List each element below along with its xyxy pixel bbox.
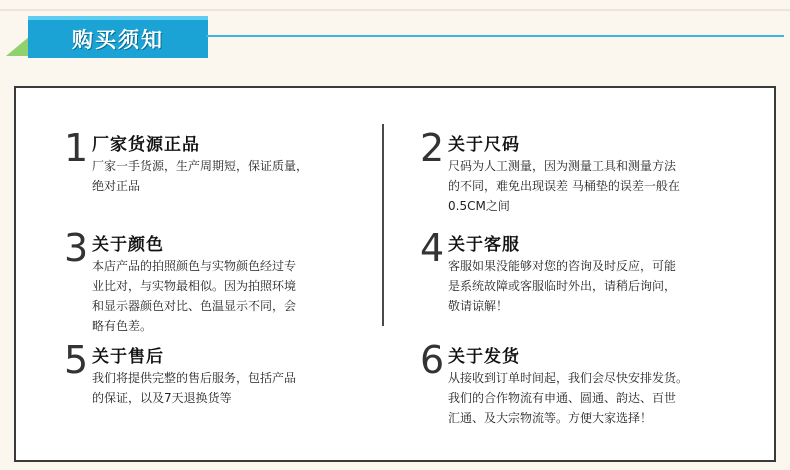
- item-title: 关于售后: [92, 347, 164, 367]
- top-rule: [0, 9, 790, 11]
- item-number: 2: [420, 126, 445, 170]
- notice-item-shipping: [420, 340, 760, 430]
- item-body-line: 从接收到订单时间起，我们会尽快安排发货。: [448, 371, 689, 385]
- page-title: 购买须知: [72, 28, 164, 52]
- item-body-line: 本店产品的拍照颜色与实物颜色经过专: [92, 259, 297, 273]
- header-tab: [28, 16, 208, 58]
- section-header: [0, 14, 790, 64]
- item-title: 关于发货: [448, 347, 520, 367]
- notice-item-genuine: [64, 128, 364, 198]
- item-number: 3: [64, 226, 89, 270]
- item-body-line: 的不同，难免出现误差 马桶垫的误差一般在: [448, 179, 680, 193]
- item-body-line: 是系统故障或客服临时外出，请稍后询问，: [448, 279, 677, 293]
- column-divider: [382, 124, 384, 326]
- item-number: 6: [420, 338, 445, 382]
- item-body-line: 略有色差。: [92, 319, 153, 333]
- item-body-line: 我们的合作物流有申通、圆通、韵达、百世: [448, 391, 677, 405]
- item-body-line: 尺码为人工测量，因为测量工具和测量方法: [448, 159, 677, 173]
- item-body-line: 厂家一手货源，生产周期短，保证质量，: [92, 159, 309, 173]
- item-body-line: 业比对，与实物最相似。因为拍照环境: [92, 279, 297, 293]
- item-body: [448, 156, 680, 216]
- item-body: [92, 256, 296, 336]
- notice-item-after-sales: [64, 340, 364, 410]
- item-body: [448, 368, 688, 428]
- item-body-line: 客服如果没能够对您的咨询及时反应，可能: [448, 259, 677, 273]
- item-number: 5: [64, 338, 89, 382]
- item-body-line: 的保证，以及7天退换货等: [92, 391, 232, 405]
- item-body-line: 0.5CM之间: [448, 199, 510, 213]
- item-body-line: 我们将提供完整的售后服务，包括产品: [92, 371, 297, 385]
- item-body-line: 汇通、及大宗物流等。方便大家选择！: [448, 411, 653, 425]
- item-title: 关于颜色: [92, 235, 164, 255]
- header-tab-accent: [6, 36, 30, 56]
- header-underline: [206, 35, 784, 37]
- item-title: 关于尺码: [448, 135, 520, 155]
- notice-item-color: [64, 228, 364, 338]
- item-number: 1: [64, 126, 89, 170]
- notice-panel: [14, 86, 776, 462]
- item-body: [448, 256, 676, 316]
- item-title: 厂家货源正品: [92, 135, 200, 155]
- item-title: 关于客服: [448, 235, 520, 255]
- item-body-line: 绝对正品: [92, 179, 141, 193]
- notice-item-customer-service: [420, 228, 760, 318]
- item-body-line: 和显示器颜色对比、色温显示不同，会: [92, 299, 297, 313]
- notice-item-size: [420, 128, 760, 218]
- item-body: [92, 368, 296, 408]
- item-body-line: 敬请谅解！: [448, 299, 509, 313]
- item-body: [92, 156, 308, 196]
- item-number: 4: [420, 226, 445, 270]
